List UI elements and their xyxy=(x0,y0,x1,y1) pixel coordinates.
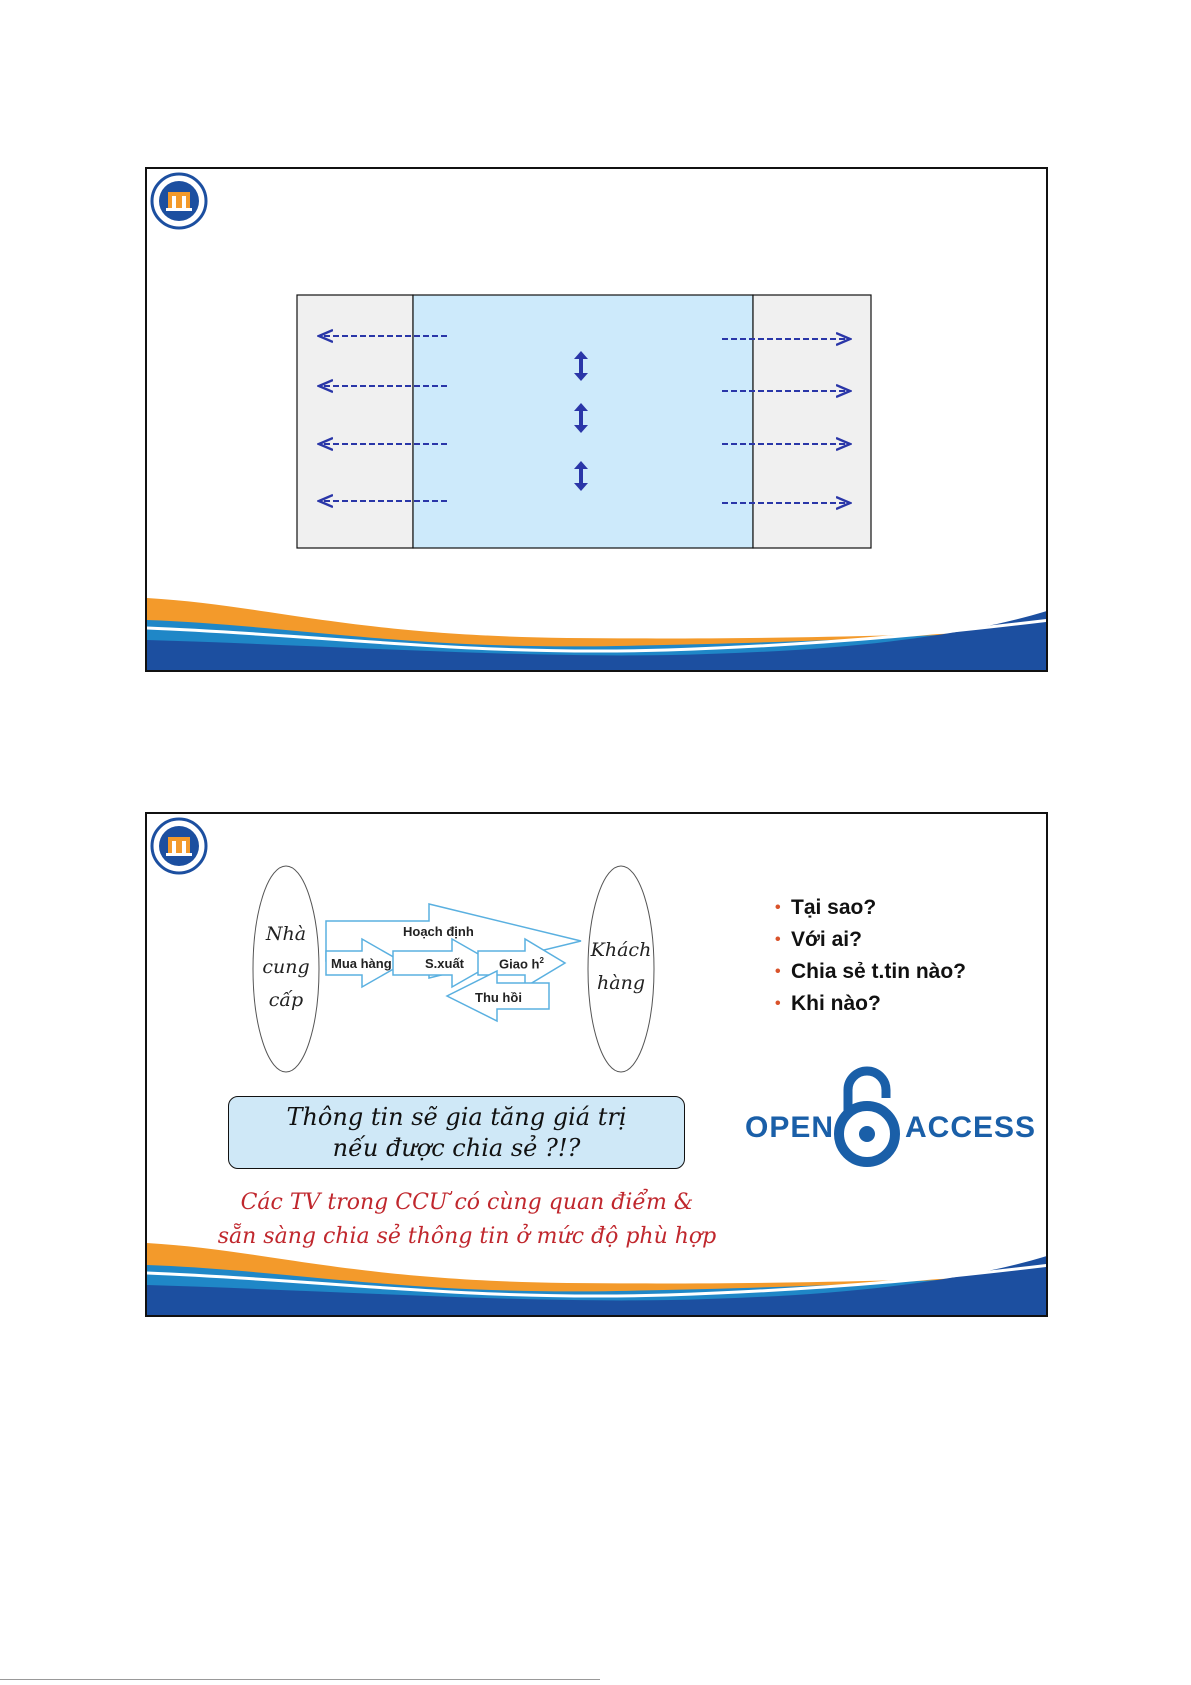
right-panel xyxy=(753,295,871,548)
planning-label: Hoạch định xyxy=(403,924,474,939)
open-access-open: OPEN xyxy=(745,1111,835,1144)
bullet-icon: • xyxy=(775,931,781,948)
conclusion-text: Các TV trong CCƯ có cùng quan điểm & sẵn sàng chia sẻ thông tin ở mức độ phù hợp xyxy=(217,1190,717,1249)
bullet-icon: • xyxy=(775,899,781,916)
supplier-label: Nhà cung cấp xyxy=(262,923,310,1011)
delivery-label: Giao $h^2$ xyxy=(499,956,544,972)
customer-label: Khách hàng xyxy=(590,939,652,994)
returns-label: Thu hồi xyxy=(475,990,522,1005)
left-panel xyxy=(297,295,413,548)
bullet-icon: • xyxy=(775,995,781,1012)
footer-wave xyxy=(147,1225,1048,1315)
list-item: • Với ai? xyxy=(775,924,966,956)
open-padlock-icon xyxy=(834,1064,900,1168)
list-item: • Tại sao? xyxy=(775,892,966,924)
slide-2 xyxy=(145,812,1048,1317)
bullet-icon: • xyxy=(775,963,781,980)
question-list xyxy=(775,892,966,1020)
footer-wave xyxy=(147,580,1048,670)
purchasing-label: Mua hàng xyxy=(331,956,392,971)
slide-1 xyxy=(145,167,1048,672)
list-item: • Khi nào? xyxy=(775,988,966,1020)
open-access-access: ACCESS xyxy=(905,1111,1037,1144)
callout-box: Thông tin sẽ gia tăng giá trị nếu được chia sẻ ?!? xyxy=(228,1096,685,1169)
page-footer-rule xyxy=(0,1679,600,1680)
production-label: S.xuất xyxy=(425,956,465,971)
list-item: • Chia sẻ t.tin nào? xyxy=(775,956,966,988)
